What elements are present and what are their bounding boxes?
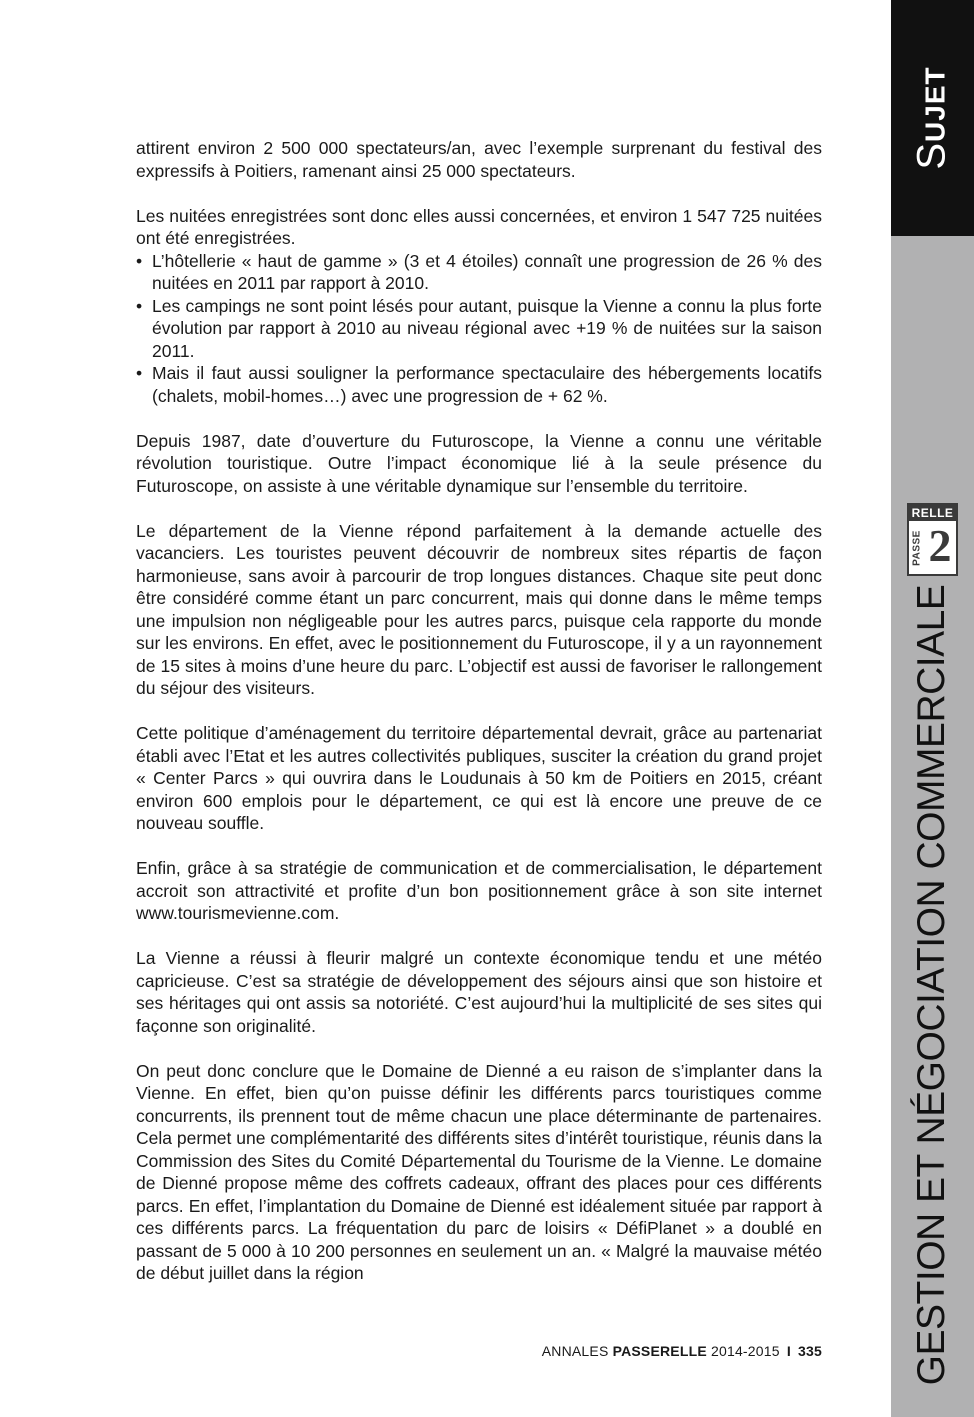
passerelle-logo-icon (907, 503, 958, 576)
logo-number: 2 (928, 520, 952, 571)
list-item (136, 362, 822, 407)
list-item-text: L’hôtellerie « haut de gamme » (3 et 4 étoiles) connaît une progression de 26 % des nuitées en 2011 par rapport à 2010. (152, 250, 822, 293)
paragraph: Le département de la Vienne répond parfaitement à la demande actuelle des vacanciers. Les touristes peuvent découvrir de nombreux sites répartis de façon harmonieuse, sans avoir à parcourir de trop longues distances. Chaque site peut donc être considéré comme étant un parc concurrent, mais qui donne dans le même temps une impulsion non négligeable pour les autres parcs, puisque cela rapporte du monde sur les environs. En effet, avec le positionnement du Futuroscope, il y a un rayonnement de 15 sites à moins d’une heure du parc. L’objectif est aussi de favoriser le rallongement du séjour des visiteurs. (136, 520, 822, 698)
bullet-icon: • (136, 295, 143, 316)
paragraph: Enfin, grâce à sa stratégie de communication et de commercialisation, le département accroit son attractivité et profite d’un bon positionnement grâce à son site internet www.tourismevienne.com. (136, 858, 822, 923)
sidebar-band (891, 0, 974, 1417)
logo-side-text: PASSE (911, 530, 923, 566)
paragraph: La Vienne a réussi à fleurir malgré un contexte économique tendu et une météo capricieuse. C’est sa stratégie de développement des séjours ainsi que son histoire et ses héritages qui ont assis sa notoriété. C’est aujourd’hui la multiplicité de ses sites qui façonne son originalité. (136, 948, 822, 1036)
page-number: 335 (798, 1343, 822, 1359)
section-header-block (891, 0, 974, 236)
bullet-icon: • (136, 363, 143, 383)
bullet-list (136, 250, 822, 408)
footer-prefix: ANNALES (541, 1343, 609, 1359)
paragraph: attirent environ 2 500 000 spectateurs/an, avec l’exemple surprenant du festival des expressifs à Poitiers, ramenant ainsi 25 000 spectateurs. (136, 138, 822, 181)
footer-separator: I (786, 1343, 791, 1359)
logo-top-text: RELLE (909, 505, 956, 521)
footer-brand: PASSERELLE (612, 1343, 707, 1359)
paragraph: Depuis 1987, date d’ouverture du Futuroscope, la Vienne a connu une véritable révolution touristique. Outre l’impact économique lié à la seule présence du Futuroscope, on assiste à une véritable dynamique sur l’ensemble du territoire. (136, 430, 822, 496)
paragraph: Cette politique d’aménagement du territoire départemental devrait, grâce au partenariat établi avec l’Etat et les autres collectivités publiques, susciter la création du grand projet « Center Parcs » qui ouvrira dans le Loudunais à 50 km de Poitiers en 2015, créant environ 600 emplois pour le département, ce qui est là encore une preuve de ce nouveau souffle. (136, 723, 822, 833)
footer-years: 2014-2015 (710, 1343, 780, 1359)
bullet-icon: • (136, 250, 143, 271)
list-item (136, 250, 822, 295)
vertical-title: GESTION ET NÉGOCIATION COMMERCIALE (910, 584, 953, 1386)
paragraph: Les nuitées enregistrées sont donc elles aussi concernées, et environ 1 547 725 nuitées ont été enregistrées. (136, 205, 822, 248)
section-label-cap: S (909, 141, 954, 170)
list-item-text: Les campings ne sont point lésés pour autant, puisque la Vienne a connu la plus forte évolution par rapport à 2010 au niveau régional avec +19 % de nuitées sur la saison 2011. (152, 295, 822, 361)
document-body (136, 137, 822, 1307)
list-item-text: Mais il faut aussi souligner la performance spectaculaire des hébergements locatifs (chalets, mobil-homes…) avec une progression de + 62 %. (152, 363, 822, 406)
list-item (136, 295, 822, 363)
paragraph: On peut donc conclure que le Domaine de Dienné a eu raison de s’implanter dans la Vienne. En effet, bien qu’on puisse définir les différents parcs touristiques comme concurrents, ils prennent tout de même chacun une place déterminante de partenaires. Cela permet une complémentarité des différents sites d’intérêt touristique, réunis dans la Commission des Sites du Comité Départemental du Tourisme de la Vienne. Le domaine de Dienné propose même des coffrets cadeaux, offrant des places pour ces différents parcs. En effet, l’implantation du Domaine de Dienné est idéalement située par rapport à ces différents parcs. La fréquentation du parc de loisirs « DéfiPlanet » a doublé en passant de 5 000 à 10 200 personnes en seulement un an. « Malgré la mauvaise météo de début juillet dans la région (136, 1060, 822, 1283)
section-label (910, 66, 955, 169)
page-footer (542, 1343, 822, 1359)
section-label-rest: UJET (919, 66, 951, 142)
